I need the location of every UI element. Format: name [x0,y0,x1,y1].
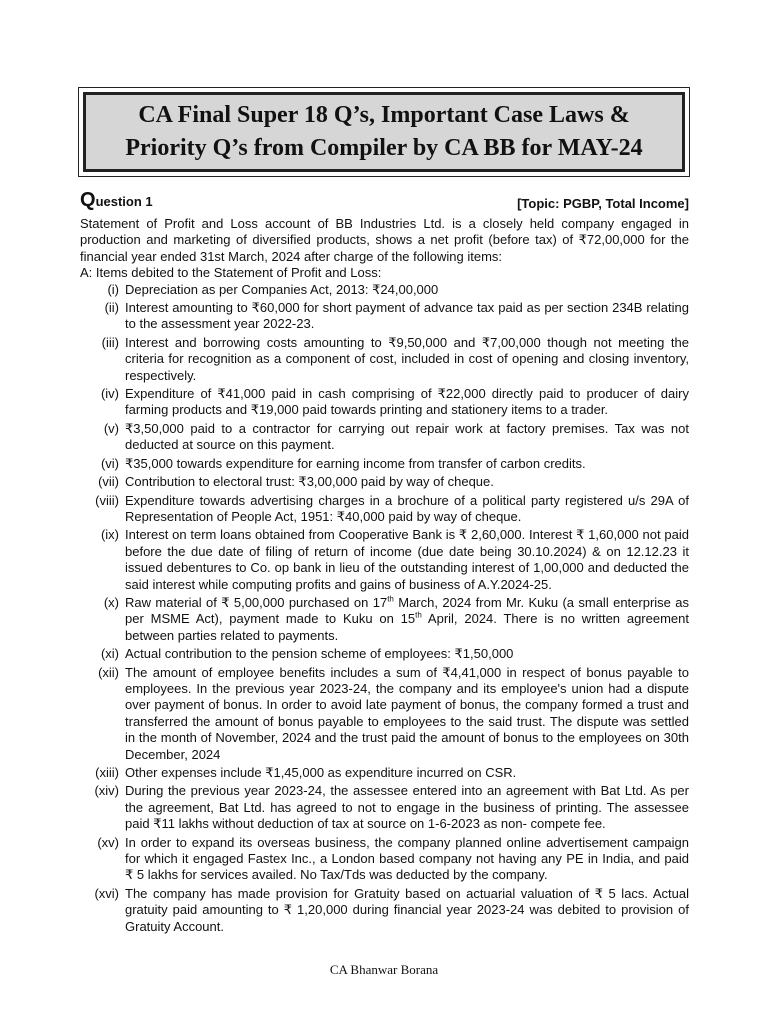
title-box [78,87,690,177]
item-text [125,595,689,644]
item-text: Actual contribution to the pension scheme of employees: ₹1,50,000 [125,646,514,662]
list-item [80,783,689,832]
item-number: (i) [107,281,119,297]
list-item [80,595,689,644]
list-item [80,300,689,333]
ordinal-suffix: th [387,594,394,604]
item-text: Other expenses include ₹1,45,000 as expenditure incurred on CSR. [125,765,517,780]
item-text: Interest and borrowing costs amounting to ₹9,50,000 and ₹7,00,000 though not meeting the criteria for recognition as a component of cost, included in cost of opening and closing inventory, respectively. [125,334,689,383]
item-text-part: Raw material of ₹ 5,00,000 purchased on 17 [125,594,388,610]
list-item [80,456,689,472]
list-item [80,835,689,884]
item-number: (ix) [100,527,119,543]
list-item [80,765,689,781]
item-number: (xv) [97,834,119,850]
item-text: Depreciation as per Companies Act, 2013: ₹24,00,000 [125,281,439,297]
item-number: (iv) [100,386,119,402]
item-number: (iii) [101,334,119,350]
list-item [80,474,689,490]
item-number: (x) [103,594,119,610]
item-text: Interest on term loans obtained from Cooperative Bank is ₹ 2,60,000. Interest ₹ 1,60,000 not paid before the due date of filing of return of income (due date being 30.10.2024) & on 12.12.23 it issued debentures to Co. op bank in lieu of the outstanding interest of 1,00,000 and deducted the said interest while computing profits and gains of business of A.Y.2024-25. [125,527,689,592]
item-number: (vii) [98,474,119,490]
title-line-1: CA Final Super 18 Q’s, Important Case Laws & [138,102,630,128]
question-header [80,187,689,215]
item-number: (xiii) [95,765,119,780]
item-number: (viii) [95,492,119,508]
item-text: Interest amounting to ₹60,000 for short payment of advance tax paid as per section 234B relating to the assessment year 2022-23. [125,300,689,332]
list-item [80,335,689,384]
list-item [80,282,689,298]
question-label [80,189,153,212]
item-text-part: April, 2024. There is no written agreement between parties related to payments. [125,611,689,643]
question-topic: [Topic: PGBP, Total Income] [517,196,689,211]
title-line-2: Priority Q’s from Compiler by CA BB for MAY-24 [125,135,643,161]
section-a-heading: A: Items debited to the Statement of Profit and Loss: [80,265,382,281]
list-item [80,421,689,454]
item-text: During the previous year 2023-24, the assessee entered into an agreement with Bat Ltd. As per the agreement, Bat Ltd. has agreed to not to engage in the business of printing. The assessee paid ₹11 lakhs without deduction of tax at source on 1-6-2023 as non- compete fee. [125,783,689,832]
item-number: (xi) [100,646,119,662]
item-text: The company has made provision for Gratuity based on actuarial valuation of ₹ 5 lacs. Actual gratuity paid amounting to ₹ 1,20,000 during financial year 2023-24 was debited to provision of Gratuity Account. [125,885,689,934]
item-text: ₹3,50,000 paid to a contractor for carrying out repair work at factory premises. Tax was not deducted at source on this payment. [125,420,689,453]
item-text: Expenditure of ₹41,000 paid in cash comprising of ₹22,000 directly paid to producer of dairy farming products and ₹19,000 paid towards printing and stationery items to a trader. [125,386,689,418]
item-text: In order to expand its overseas business, the company planned online advertisement campaign for which it engaged Fastex Inc., a London based company not having any PE in India, and paid ₹ 5 lakhs for services availed. No Tax/Tds was deducted by the company. [125,834,689,883]
list-item [80,886,689,935]
list-item [80,493,689,526]
item-text: ₹35,000 towards expenditure for earning income from transfer of carbon credits. [125,455,586,471]
item-number: (xii) [98,664,119,680]
item-list [80,282,689,935]
item-text: Expenditure towards advertising charges in a brochure of a political party registered u/s 29A of Representation of People Act, 1951: ₹40,000 paid by way of cheque. [125,492,689,524]
item-text: The amount of employee benefits includes a sum of ₹4,41,000 in respect of bonus payable to employees. In the previous year 2023-24, the company and its employee's union had a dispute over payment of bonus. In order to avoid late payment of bonus, the company formed a trust and transferred the amount of bonus payable to employees to the said trust. The dispute was settled in the month of November, 2024 and the trust paid the amount of bonus to the employees on 30th December, 2024 [125,664,689,762]
item-number: (xvi) [94,885,119,901]
question-intro: Statement of Profit and Loss account of BB Industries Ltd. is a closely held company engaged in production and marketing of diversified products, shows a net profit (before tax) of ₹72,00,000 for the financial year ended 31st March, 2024 after charge of the following items: [80,216,689,264]
question-label-initial: Q [80,189,96,211]
title-box-inner [83,92,685,172]
list-item [80,527,689,593]
item-text: Contribution to electoral trust: ₹3,00,000 paid by way of cheque. [125,474,494,490]
question-body [80,216,689,937]
ordinal-suffix: th [415,611,422,621]
page-title [125,99,642,165]
question-label-rest: uestion 1 [95,194,153,209]
item-text-part: March, 2024 from Mr. Kuku (a small enterprise as per MSME Act), payment made to Kuku on 15 [125,594,689,627]
item-number: (xiv) [94,783,119,799]
list-item [80,665,689,763]
item-number: (ii) [104,300,119,316]
list-item [80,386,689,419]
list-item [80,646,689,662]
item-number: (v) [103,420,119,436]
page-footer: CA Bhanwar Borana [329,962,439,977]
item-number: (vi) [100,455,119,471]
